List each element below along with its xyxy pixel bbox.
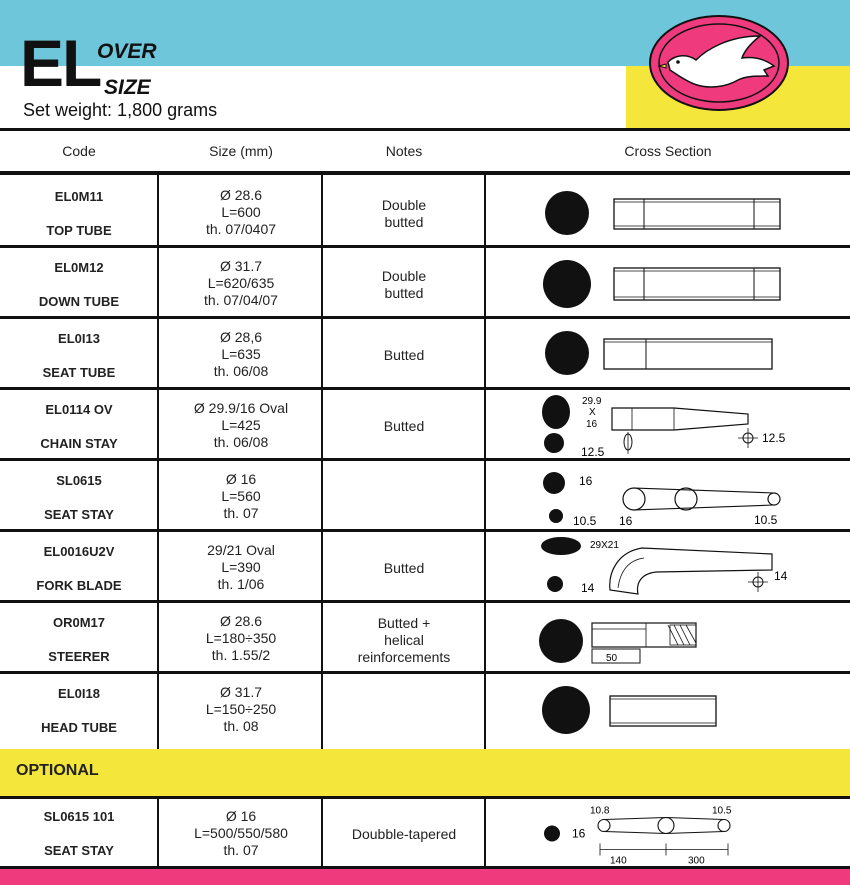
table-row [0,177,850,248]
svg-text:50: 50 [606,653,618,664]
svg-text:29X21: 29X21 [590,540,619,551]
table-row [0,319,850,390]
table-row [0,799,850,866]
cross-section-diagram [486,799,850,867]
table-row [0,674,850,745]
set-weight: Set weight: 1,800 grams [23,100,218,120]
svg-text:16: 16 [579,474,593,488]
header-rule [0,171,850,175]
part-size: 29/21 Oval L=390 th. 1/06 [207,542,275,592]
title-main: EL [20,26,101,100]
table-row [0,461,850,532]
optional-band [0,749,850,796]
svg-text:300: 300 [688,855,705,867]
svg-text:29.9: 29.9 [582,396,602,407]
part-code: EL0M11 [54,189,104,204]
cross-section-diagram [486,248,850,316]
svg-text:16: 16 [619,514,633,528]
svg-text:14: 14 [581,581,595,595]
part-code: EL0M12 [54,260,104,275]
cross-section-diagram [486,319,850,387]
part-code: SL0615 101 [43,809,115,824]
table-row [0,248,850,319]
part-size: Ø 28.6 L=600 th. 07/0407 [205,187,277,237]
part-name: CHAIN STAY [40,436,118,451]
svg-text:16: 16 [586,419,598,430]
part-name: DOWN TUBE [38,294,120,309]
svg-text:12.5: 12.5 [581,445,605,458]
part-size: Ø 16 L=560 th. 07 [221,471,261,521]
part-name: TOP TUBE [46,223,112,238]
svg-text:10.5: 10.5 [712,805,732,817]
cross-section-diagram [486,461,850,529]
part-code: EL0114 OV [45,402,113,417]
part-code: EL0016U2V [43,544,115,559]
part-notes: Butted [383,418,425,434]
part-code: EL0I13 [58,331,100,346]
part-size: Ø 28.6 L=180÷350 th. 1.55/2 [205,613,277,663]
col-header-code: Code [62,143,96,159]
part-name: HEAD TUBE [41,720,117,735]
col-header-notes: Notes [385,143,423,159]
svg-text:14: 14 [774,569,788,583]
svg-text:10.5: 10.5 [573,514,597,528]
part-size: Ø 31.7 L=620/635 th. 07/04/07 [204,258,278,308]
title-over: OVER [97,40,157,63]
part-name: SEAT STAY [44,843,114,858]
svg-text:16: 16 [572,826,586,841]
table-row [0,390,850,461]
part-size: Ø 29.9/16 Oval L=425 th. 06/08 [193,400,289,450]
col-header-cross-section: Cross Section [624,143,712,159]
svg-text:10.8: 10.8 [590,805,610,817]
part-notes: Doubble-tapered [351,826,457,842]
part-notes: Butted [383,560,425,576]
cross-section-diagram [486,532,850,600]
cross-section-diagram [486,674,850,742]
table-row [0,603,850,674]
part-name: FORK BLADE [36,578,122,593]
bottom-pink-band [0,869,850,885]
svg-text:140: 140 [610,855,627,867]
col-header-size: Size (mm) [209,143,273,159]
cross-section-diagram [486,603,850,671]
cross-section-diagram [486,177,850,245]
part-size: Ø 28,6 L=635 th. 06/08 [213,329,269,379]
part-size: Ø 31.7 L=150÷250 th. 08 [205,684,277,734]
part-notes: Butted [383,347,425,363]
part-notes: Double butted [381,197,427,230]
optional-label: OPTIONAL [16,762,99,779]
part-notes: Butted + helical reinforcements [357,615,451,665]
svg-text:12.5: 12.5 [762,431,786,445]
part-name: SEAT TUBE [42,365,116,380]
part-code: OR0M17 [52,615,106,630]
part-code: SL0615 [56,473,102,488]
svg-text:10.5: 10.5 [754,513,778,527]
part-name: STEERER [48,649,110,664]
dove-icon [648,14,790,112]
title-size: SIZE [104,76,151,99]
cross-section-diagram [486,390,850,458]
part-notes: Double butted [381,268,427,301]
svg-text:X: X [589,407,596,418]
part-size: Ø 16 L=500/550/580 th. 07 [194,808,288,858]
table-row [0,532,850,603]
part-name: SEAT STAY [44,507,114,522]
part-code: EL0I18 [58,686,100,701]
